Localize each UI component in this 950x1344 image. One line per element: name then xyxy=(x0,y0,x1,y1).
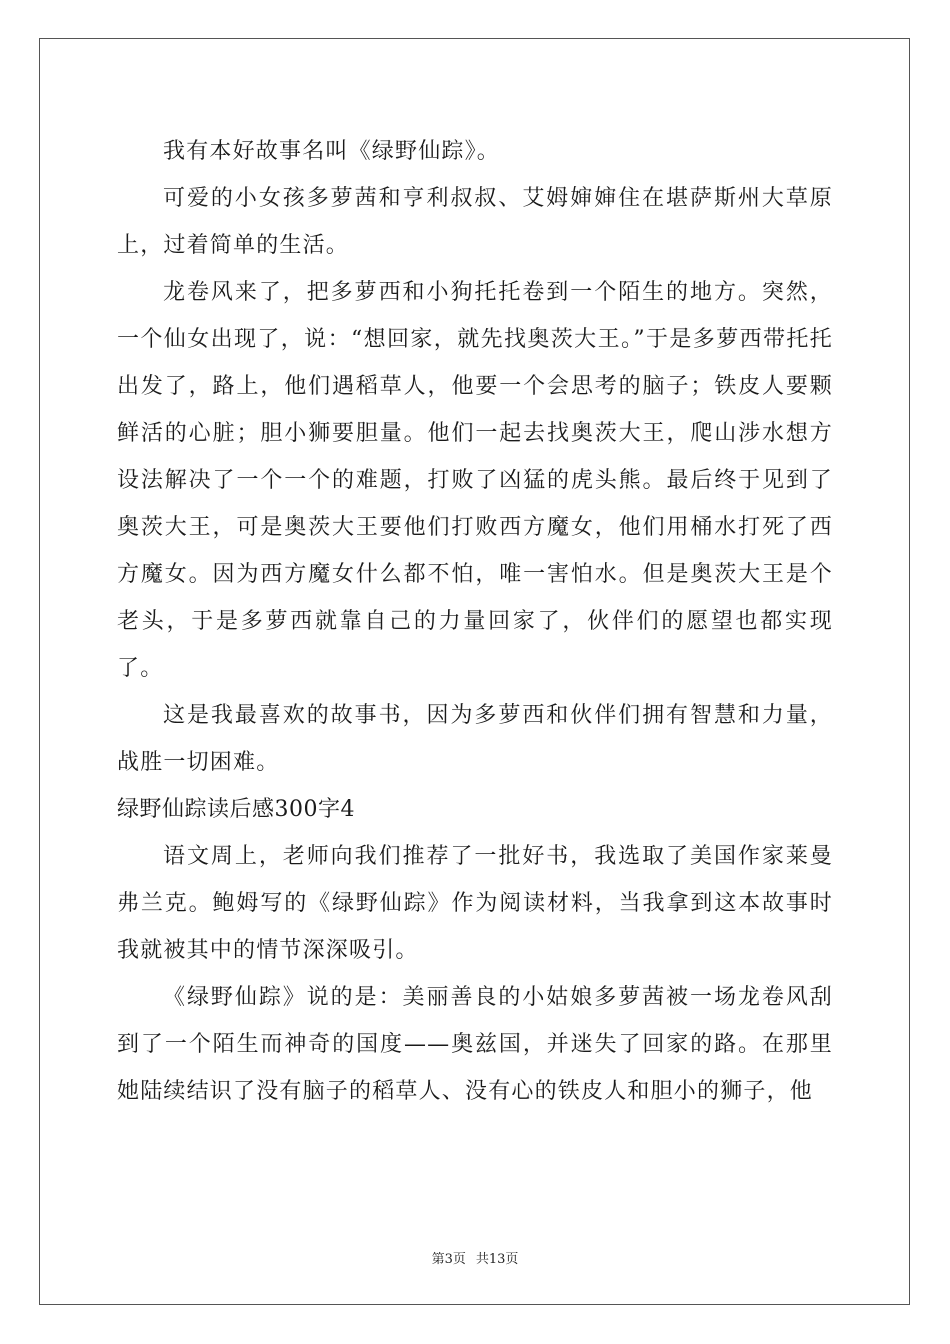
paragraph: 这是我最喜欢的故事书，因为多萝西和伙伴们拥有智慧和力量，战胜一切困难。 xyxy=(117,703,833,775)
paragraph: 语文周上，老师向我们推荐了一批好书，我选取了美国作家莱曼弗兰克。鲍姆写的《绿野仙踪》作为阅读材料，当我拿到这本故事时我就被其中的情节深深吸引。 xyxy=(117,844,833,963)
paragraph: 龙卷风来了，把多萝西和小狗托托卷到一个陌生的地方。突然，一个仙女出现了，说：“想回家，就先找奥茨大王。”于是多萝西带托托出发了，路上，他们遇稻草人，他要一个会思考的脑子；铁皮人要颗鲜活的心脏；胆小狮要胆量。他们一起去找奥茨大王，爬山涉水想方设法解决了一个一个的难题，打败了凶猛的虎头熊。最后终于见到了奥茨大王，可是奥茨大王要他们打败西方魔女，他们用桶水打死了西方魔女。因为西方魔女什么都不怕，唯一害怕水。但是奥茨大王是个老头，于是多萝西就靠自己的力量回家了，伙伴们的愿望也都实现了。 xyxy=(117,280,833,681)
page-footer xyxy=(0,1248,950,1267)
page-total: 共13页 xyxy=(475,1252,519,1267)
page-number: 第3页 xyxy=(431,1252,466,1267)
paragraph: 我有本好故事名叫《绿野仙踪》。 xyxy=(163,139,501,164)
document-body xyxy=(117,128,833,1115)
paragraph: 《绿野仙踪》说的是：美丽善良的小姑娘多萝茜被一场龙卷风刮到了一个陌生而神奇的国度——奥兹国，并迷失了回家的路。在那里她陆续结识了没有脑子的稻草人、没有心的铁皮人和胆小的狮子，他 xyxy=(117,985,833,1104)
paragraph: 可爱的小女孩多萝茜和亨利叔叔、艾姆婶婶住在堪萨斯州大草原上，过着简单的生活。 xyxy=(117,186,833,258)
section-heading: 绿野仙踪读后感300字4 xyxy=(117,797,355,822)
